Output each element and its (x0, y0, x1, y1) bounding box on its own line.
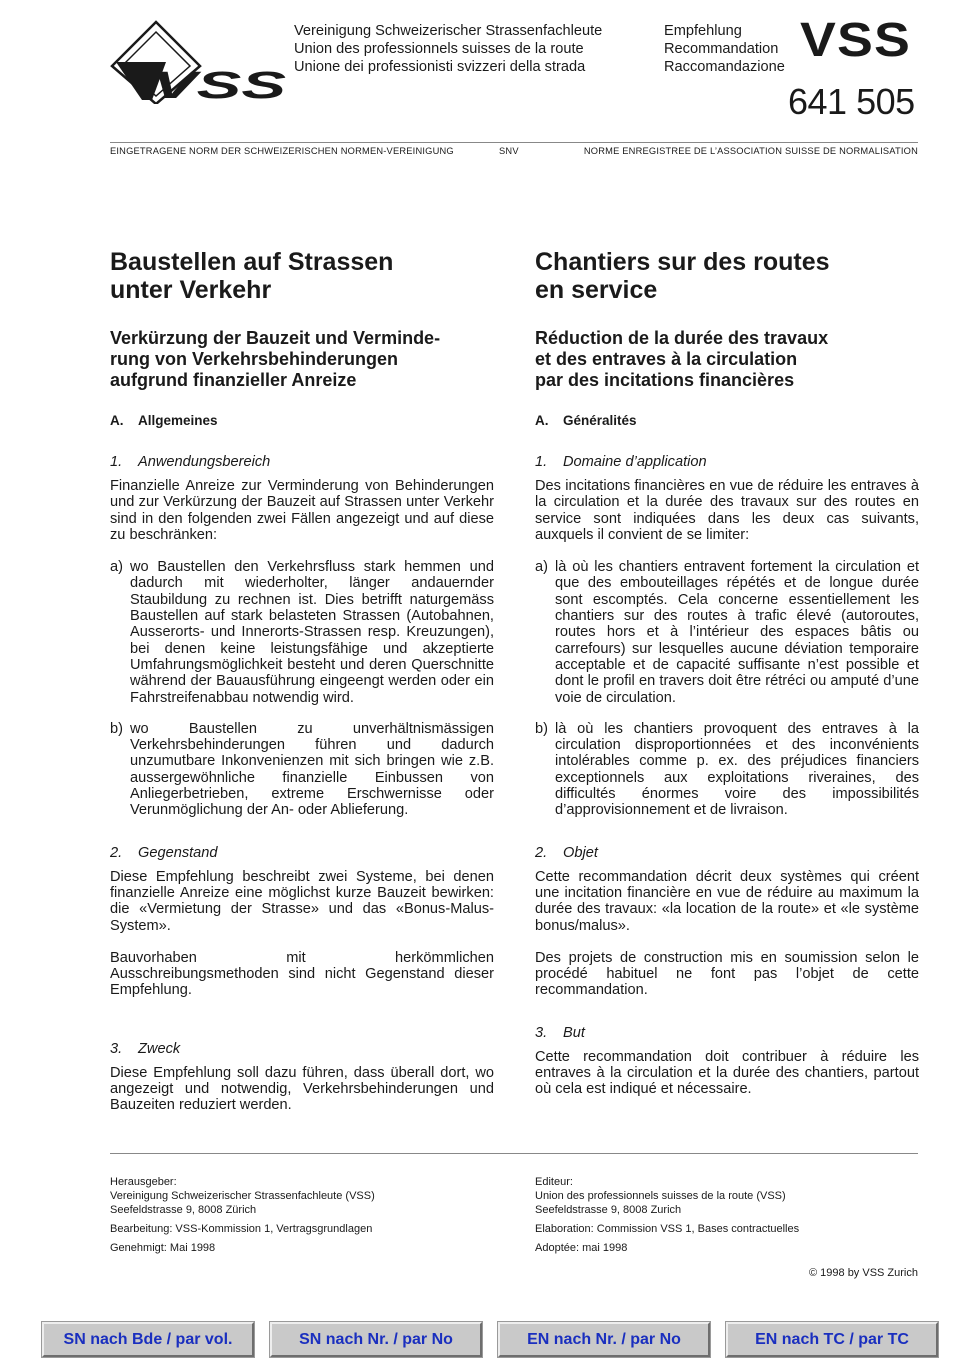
subsection-2-heading-de: 2. Gegenstand (110, 844, 218, 861)
nav-en-by-tc-button[interactable]: EN nach TC / par TC (726, 1322, 938, 1357)
subsection-3-text-fr: Cette recommandation doit contribuer à réduire les entraves à la circulation et la durée des chantiers, partout où cela est indiqué et nécessaire. (535, 1048, 919, 1098)
subsection-2-text-2-de: Bauvorhaben mit herkömmlichen Ausschreibungsmethoden sind nicht Gegenstand dieser Empfehlung. (110, 949, 494, 999)
vss-logo (108, 18, 288, 104)
publisher-fr: Union des professionnels suisses de la route (VSS) (535, 1190, 786, 1202)
list-item-a-fr: a) là où les chantiers entravent fortement la circulation et que des embouteillages répétés et de longue durée sont escomptés. Cela concerne essentiellement les chantiers sur des routes à trafic élevé (autoroutes, routes hors et à l’intérieur des espaces bâtis ou carrefours) sur lesquelles aucune déviation temporaire acceptable et de capacité suffisante n’est possible et dont le profil en travers doit être rétréci ou amputé d’une voie de circulation. (535, 559, 919, 706)
list-item-b-de: b) wo Baustellen zu unverhältnismässigen Verkehrsbehinderungen führen und dadurch unzumutbare Inkonvenienzen mit sich bringen wie z.B. aussergewöhnliche finanzielle Einbussen von Anliegerbetrieben, extreme Erschwernisse oder Verunmöglichung der An- oder Ablieferung. (110, 720, 494, 819)
subsection-2-text-1-de: Diese Empfehlung beschreibt zwei Systeme, bei denen finanzielle Anreize eine möglichst kurze Bauzeit bewirken: die «Vermietung der Strasse» und das «Bonus-Malus-System». (110, 868, 494, 934)
document-type (664, 22, 785, 76)
doc-type-fr: Recommandation (664, 41, 779, 57)
subsection-3-heading-fr: 3. But (535, 1024, 585, 1041)
editing-de: Bearbeitung: VSS-Kommission 1, Vertragsgrundlagen (110, 1223, 373, 1235)
page-subtitle-de: Verkürzung der Bauzeit und Verminde- rung von Verkehrsbehinderungen aufgrund finanzieller Anreize (110, 328, 441, 390)
page-title-fr: Chantiers sur des routes en service (535, 248, 830, 304)
nav-en-by-number-button[interactable]: EN nach Nr. / par No (498, 1322, 710, 1357)
norm-number: 641 505 (788, 81, 915, 122)
subsection-1-text-de: Finanzielle Anreize zur Verminderung von Behinderungen und zur Verkürzung der Bauzeit auf Strassen unter Verkehr sind in den folgenden zwei Fällen angezeigt und auf diese zu beschränken: (110, 478, 494, 543)
subsection-3-text-de: Diese Empfehlung soll dazu führen, dass überall dort, wo angezeigt und notwendig, Verkehrsbehinderungen und Bauzeiten reduziert werden. (110, 1064, 494, 1114)
subsection-1-text-fr: Des incitations financières en vue de réduire les entraves à la circulation et la durée des travaux sur des routes en service sont indiquées dans les deux cas suivants, auxquels il convient de se limiter: (535, 478, 919, 543)
publisher-label-de: Herausgeber: (110, 1176, 177, 1188)
address-fr: Seefeldstrasse 9, 8008 Zurich (535, 1204, 682, 1216)
org-name-de: Vereinigung Schweizerischer Strassenfachleute (294, 23, 603, 39)
org-name-it: Unione dei professionisti svizzeri della strada (294, 59, 586, 75)
imprint-de (110, 1175, 375, 1255)
vss-wordmark: VSS (800, 14, 911, 67)
approved-fr: Adoptée: mai 1998 (535, 1242, 628, 1254)
subsection-2-heading-fr: 2. Objet (535, 844, 598, 861)
section-heading-de: A. Allgemeines (110, 413, 218, 428)
doc-type-it: Raccomandazione (664, 59, 785, 75)
nav-sn-by-volume-button[interactable]: SN nach Bde / par vol. (42, 1322, 254, 1357)
publisher-label-fr: Editeur: (535, 1176, 573, 1188)
header-divider (110, 142, 918, 143)
registration-note-fr: NORME ENREGISTREE DE L’ASSOCIATION SUISSE DE NORMALISATION (583, 146, 918, 156)
organization-names (294, 22, 602, 76)
approved-de: Genehmigt: Mai 1998 (110, 1242, 216, 1254)
footer-divider (110, 1153, 918, 1154)
list-item-a-de: a) wo Baustellen den Verkehrsfluss stark hemmen und dadurch mit wiederholter, länger andauernder Staubildung zu rechnen ist. Dies betrifft naturgemäss Baustellen auf stark belasteten Strassen (Autobahnen, Ausserorts- und Innerorts-Strassen resp. Kreuzungen), bei denen keine leistungsfähige und akzeptierte Umfahrungsmöglichkeit besteht und deren Querschnitte während der Bauausführung eingeengt werden oder ein Fahrstreifenabbau notwendig wird. (110, 559, 494, 706)
german-column (110, 248, 494, 1114)
org-name-fr: Union des professionnels suisses de la route (294, 41, 584, 57)
subsection-3-heading-de: 3. Zweck (110, 1040, 181, 1057)
address-de: Seefeldstrasse 9, 8008 Zürich (110, 1204, 257, 1216)
subsection-2-text-2-fr: Des projets de construction mis en soumission selon le procédé habituel ne font pas l’objet de cette recommandation. (535, 949, 919, 999)
subsection-2-text-1-fr: Cette recommandation décrit deux systèmes qui créent une incitation financière en vue de réduire au maximum la durée des travaux: «la location de la route» et «le système bonus/malus». (535, 868, 919, 934)
subsection-1-heading-de: 1. Anwendungsbereich (110, 454, 271, 470)
page-title-de: Baustellen auf Strassen unter Verkehr (110, 248, 394, 304)
publisher-de: Vereinigung Schweizerischer Strassenfachleute (VSS) (110, 1190, 375, 1202)
registration-snv: SNV (499, 146, 519, 156)
imprint-fr (535, 1175, 799, 1255)
editing-fr: Elaboration: Commission VSS 1, Bases contractuelles (535, 1223, 800, 1235)
registration-note-de: EINGETRAGENE NORM DER SCHWEIZERISCHEN NORMEN-VEREINIGUNG (110, 146, 454, 156)
nav-sn-by-number-button[interactable]: SN nach Nr. / par No (270, 1322, 482, 1357)
copyright-notice: © 1998 by VSS Zurich (809, 1267, 918, 1279)
list-item-b-fr: b) là où les chantiers provoquent des entraves à la circulation disproportionnées et des inconvénients intolérables comme p. ex. des préjudices financiers exceptionnels aux exploitations riveraines, des difficultés énormes voire des impossibilités d’approvisionnement et de livraison. (535, 720, 919, 819)
french-column (535, 248, 919, 1098)
doc-type-de: Empfehlung (664, 23, 742, 39)
subsection-1-heading-fr: 1. Domaine d’application (535, 454, 707, 470)
svg-text:VSS: VSS (152, 65, 286, 104)
page-subtitle-fr: Réduction de la durée des travaux et des entraves à la circulation par des incitations financières (535, 328, 829, 390)
section-heading-fr: A. Généralités (535, 413, 637, 428)
